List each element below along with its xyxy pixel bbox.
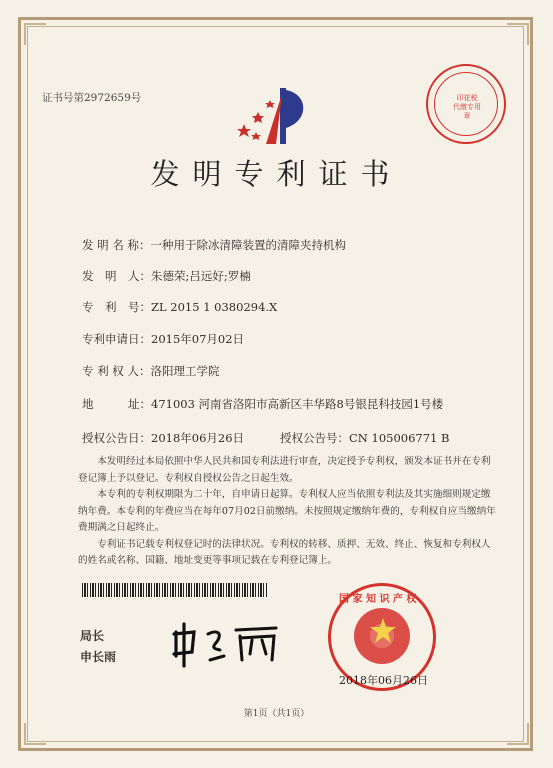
page-footer: 第1页（共1页） bbox=[243, 709, 310, 719]
body-paragraph: 本发明经过本局依照中华人民共和国专利法进行审查，决定授予专利权，颁发本证书并在专利登记簿上予以登记。专利权自授权公告之日起生效。 bbox=[78, 456, 491, 484]
filing-date-label: 专利申请日： bbox=[82, 332, 151, 346]
patentee-row bbox=[82, 363, 219, 379]
patent-number-label: 专 利 号： bbox=[82, 300, 151, 314]
invention-name-row bbox=[82, 237, 346, 253]
handwritten-signature-icon bbox=[170, 620, 290, 670]
address-row bbox=[82, 396, 443, 412]
corner-ornament bbox=[24, 23, 46, 45]
corner-ornament bbox=[507, 23, 529, 45]
address-value: 471003 河南省洛阳市高新区丰华路8号银昆科技园1号楼 bbox=[151, 397, 444, 411]
patentee-value: 洛阳理工学院 bbox=[150, 364, 220, 378]
corner-ornament bbox=[24, 723, 46, 745]
signatory-title: 局长 bbox=[80, 629, 105, 643]
grant-date-value: 2018年06月26日 bbox=[151, 431, 245, 445]
grant-number-value: CN 105006771 B bbox=[349, 431, 450, 445]
filing-date-row bbox=[82, 331, 244, 347]
inventor-label: 发 明 人： bbox=[82, 269, 151, 283]
body-paragraph: 专利证书记载专利权登记时的法律状况。专利权的转移、质押、无效、终止、恢复和专利权人的姓名或名称、国籍、地址变更等事项记载在专利登记簿上。 bbox=[78, 538, 491, 566]
body-paragraph: 本专利的专利权期限为二十年，自申请日起算。专利权人应当依照专利法及其实施细则规定缴纳年费。本专利的年费应当在每年07月02日前缴纳。未按照规定缴纳年费的，专利权自应当缴纳年费期满之日起终止。 bbox=[78, 489, 496, 533]
agency-seal-icon: 印花税 代缴专用章 bbox=[426, 64, 506, 144]
national-ip-seal-icon: 国 家 知 识 产 权 bbox=[328, 583, 436, 691]
invention-name-label: 发 明 名 称： bbox=[82, 238, 151, 252]
certificate-title: 发明专利证书 bbox=[150, 157, 403, 191]
inventor-value: 朱德荣;吕远好;罗楠 bbox=[151, 269, 251, 283]
filing-date-value: 2015年07月02日 bbox=[151, 332, 245, 346]
sipo-logo-icon bbox=[236, 84, 316, 148]
grant-number-row bbox=[280, 430, 449, 446]
grant-date-row bbox=[82, 430, 244, 446]
patentee-label: 专 利 权 人： bbox=[82, 364, 151, 378]
grant-date-label: 授权公告日： bbox=[82, 431, 151, 445]
certificate-number: 证书号第2972659号 bbox=[42, 92, 142, 104]
signatory-name: 申长雨 bbox=[80, 650, 117, 664]
patent-number-value: ZL 2015 1 0380294.X bbox=[151, 300, 278, 314]
corner-ornament bbox=[507, 723, 529, 745]
patent-number-row bbox=[82, 299, 277, 315]
grant-number-label: 授权公告号： bbox=[280, 431, 349, 445]
certificate-body bbox=[78, 454, 498, 570]
stamp-date: 2018年06月26日 bbox=[339, 674, 428, 687]
address-label: 地 址： bbox=[82, 397, 151, 411]
inventor-row bbox=[82, 268, 251, 284]
invention-name-value: 一种用于除冰清障装置的清障夹持机构 bbox=[150, 238, 346, 252]
barcode-icon bbox=[82, 583, 268, 597]
